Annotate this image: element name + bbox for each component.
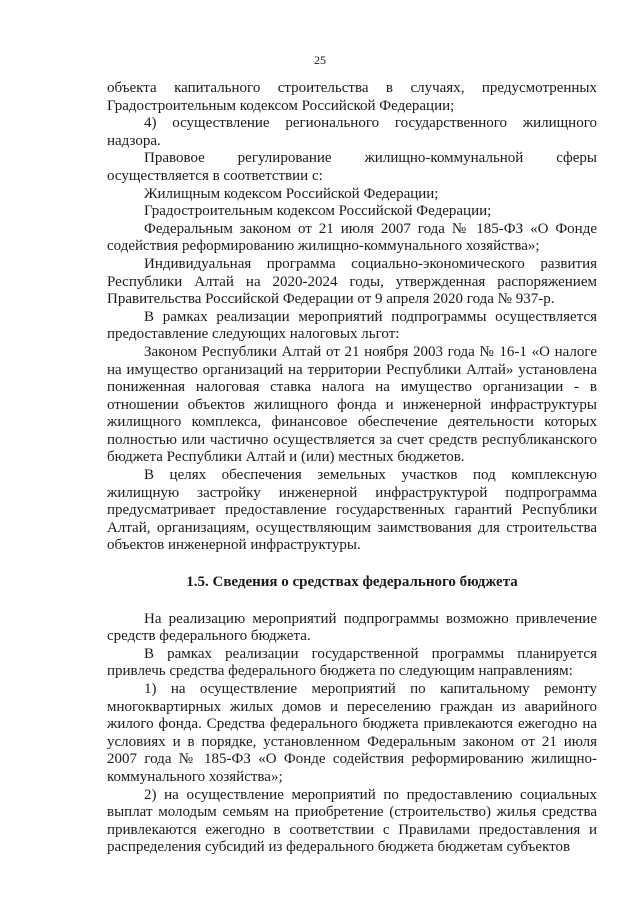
paragraph-continuation: объекта капитального строительства в случаях, предусмотренных Градостроительным кодексом Российской Федерации; (107, 80, 597, 114)
page-number: 25 (314, 53, 326, 67)
page-content (107, 80, 597, 857)
paragraph-legal-regulation: Правовое регулирование жилищно-коммунальной сферы осуществляется в соответствии с: (107, 150, 597, 184)
section-heading: 1.5. Сведения о средствах федерального бюджета (186, 574, 518, 591)
paragraph-federal-funds-intro: На реализацию мероприятий подпрограммы возможно привлечение средств федерального бюджета. (107, 610, 597, 645)
paragraph-individual-program: Индивидуальная программа социально-экономического развития Республики Алтай на 2020-2024 годы, утвержденная распоряжением Правительства Российской Федерации от 9 апреля 2020 года № 937-р. (107, 255, 597, 308)
paragraph-direction-1: 1) на осуществление мероприятий по капитальному ремонту многоквартирных жилых домов и переселению граждан из аварийного жилого фонда. Средства федерального бюджета привлекаются ежегодно на условиях и в порядке, установленном Федеральным законом от 21 июля 2007 года № 185-ФЗ «О Фонде содействия реформированию жилищно-коммунального хозяйства»; (107, 681, 597, 785)
paragraph-urban-planning-code: Градостроительным кодексом Российской Федерации; (144, 203, 492, 220)
paragraph-housing-code: Жилищным кодексом Российской Федерации; (144, 185, 439, 202)
paragraph-property-tax-law: Законом Республики Алтай от 21 ноября 2003 года № 16-1 «О налоге на имущество организаций на территории Республики Алтай» установлена пониженная налоговая ставка налога на имущество организации - в отношении объектов жилищного фонда и инженерной инфраструктуры жилищного комплекса, финансовое обеспечение деятельности которых полностью или частично осуществляется за счет средств республиканского бюджета Республики Алтай и (или) местных бюджетов. (107, 343, 597, 466)
paragraph-tax-benefits-intro: В рамках реализации мероприятий подпрограммы осуществляется предоставление следующих налоговых льгот: (107, 308, 597, 343)
paragraph-state-guarantees: В целях обеспечения земельных участков под комплексную жилищную застройку инженерной инфраструктурой подпрограмма предусматривает предоставление государственных гарантий Республики Алтай, организациям, осуществляющим заимствования для строительства объектов инженерной инфраструктуры. (107, 467, 597, 554)
paragraph-item-4-housing-supervision: 4) осуществление регионального государственного жилищного надзора. (107, 115, 597, 149)
paragraph-federal-law-185: Федеральным законом от 21 июля 2007 года № 185-ФЗ «О Фонде содействия реформированию жилищно-коммунального хозяйства»; (107, 220, 597, 255)
paragraph-federal-funds-directions: В рамках реализации государственной программы планируется привлечь средства федерального бюджета по следующим направлениям: (107, 645, 597, 680)
paragraph-direction-2: 2) на осуществление мероприятий по предоставлению социальных выплат молодым семьям на приобретение (строительство) жилья средства привлекаются ежегодно в соответствии с Правилами предоставления и распределения субсидий из федерального бюджета бюджетам субъектов (107, 786, 597, 856)
